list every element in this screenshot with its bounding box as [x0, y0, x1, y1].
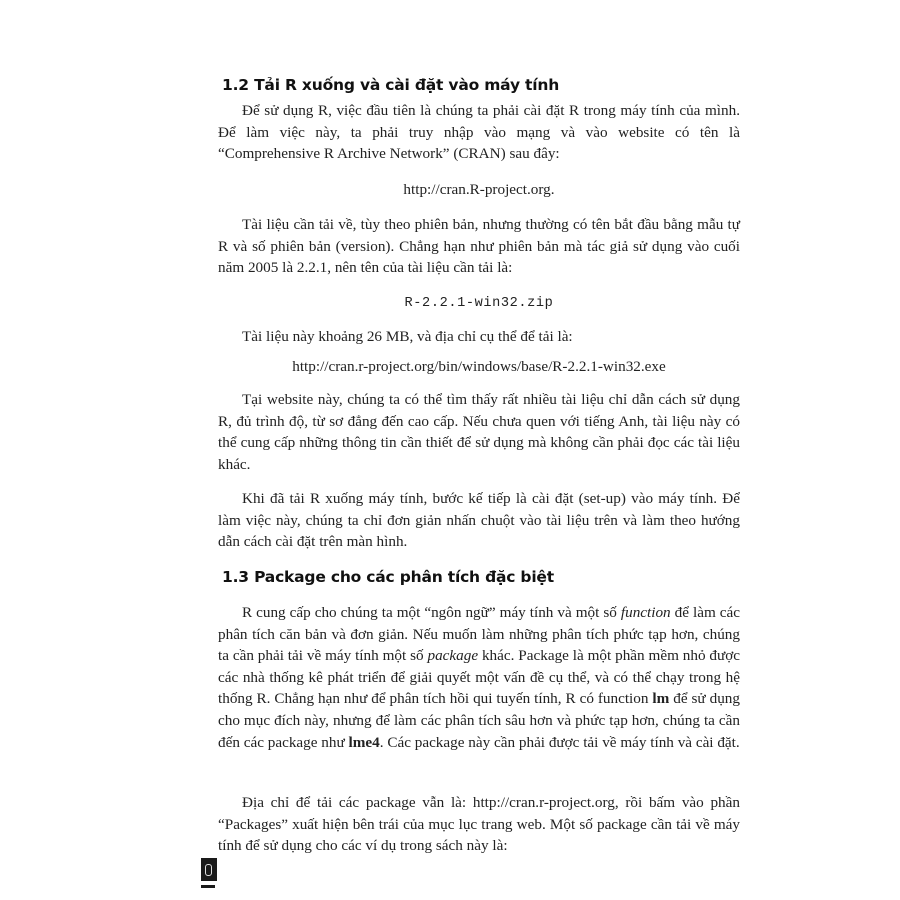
section-number: 1.2	[222, 76, 249, 94]
url-cran: http://cran.R-project.org.	[403, 181, 555, 198]
section-heading-1-2	[222, 76, 742, 94]
paragraph: Địa chỉ để tải các package vẫn là: http://cran.r-project.org, rồi bấm vào phần “Packages” xuất hiện bên trái của mục lục trang web. Một số package cần tải về máy tính để sử dụng cho các ví dụ trong sách này là:	[218, 794, 740, 855]
section-number: 1.3	[222, 568, 249, 586]
section-heading-1-3	[222, 568, 742, 586]
package-lme4: lme4	[348, 733, 380, 751]
page-edge-tab	[201, 858, 217, 881]
tab-notch	[205, 864, 212, 876]
section-title: Package cho các phân tích đặc biệt	[254, 568, 554, 586]
paragraph: Tài liệu này khoảng 26 MB, và địa chỉ cụ thể để tải là:	[242, 328, 573, 345]
paragraph: R cung cấp cho chúng ta một “ngôn ngữ” máy tính và một số function để làm các phân tích căn bản và đơn giản. Nếu muốn làm những phân tích phức tạp hơn, chúng ta cần phải tải về máy tính một số package khác. Package là một phần mềm nhỏ được các nhà thống kê phát triển để giải quyết một vấn đề cụ thể, và có thể chạy trong hệ thống R. Chẳng hạn như để phân tích hồi qui tuyến tính, R có function lm để sử dụng cho mục đích này, nhưng để làm các phân tích sâu hơn và phức tạp hơn, chúng ta cần đến các package như lme4. Các package này cần phải được tải về máy tính và cài đặt.	[218, 604, 741, 751]
page-edge-line	[201, 885, 215, 888]
term-package: package	[427, 647, 479, 665]
paragraph: Để sử dụng R, việc đầu tiên là chúng ta phải cài đặt R trong máy tính của mình. Để làm việc này, ta phải truy nhập vào mạng và vào website có tên là “Comprehensive R Archive Network” (CRAN) sau đây:	[218, 102, 740, 163]
filename-code: R-2.2.1-win32.zip	[404, 296, 554, 311]
paragraph: Tài liệu cần tải về, tùy theo phiên bản, nhưng thường có tên bắt đầu bằng mẫu tự R và số phiên bản (version). Chẳng hạn như phiên bản mà tác giả sử dụng vào cuối năm 2005 là 2.2.1, nên tên của tài liệu cần tải là:	[218, 216, 740, 277]
term-function: function	[620, 604, 671, 621]
section-title: Tải R xuống và cài đặt vào máy tính	[254, 76, 560, 94]
paragraph: Khi đã tải R xuống máy tính, bước kế tiếp là cài đặt (set-up) vào máy tính. Để làm việc này, chúng ta chỉ đơn giản nhấn chuột vào tài liệu trên và làm theo hướng dẫn cách cài đặt trên màn hình.	[218, 490, 740, 551]
url-exe: http://cran.r-project.org/bin/windows/base/R-2.2.1-win32.exe	[292, 358, 666, 375]
function-lm: lm	[652, 690, 670, 708]
paragraph: Tại website này, chúng ta có thể tìm thấy rất nhiều tài liệu chỉ dẫn cách sử dụng R, đủ trình độ, từ sơ đẳng đến cao cấp. Nếu chưa quen với tiếng Anh, tài liệu này có thể cung cấp những thông tin cần thiết để sử dụng mà không cần phải đọc các tài liệu khác.	[218, 391, 740, 473]
